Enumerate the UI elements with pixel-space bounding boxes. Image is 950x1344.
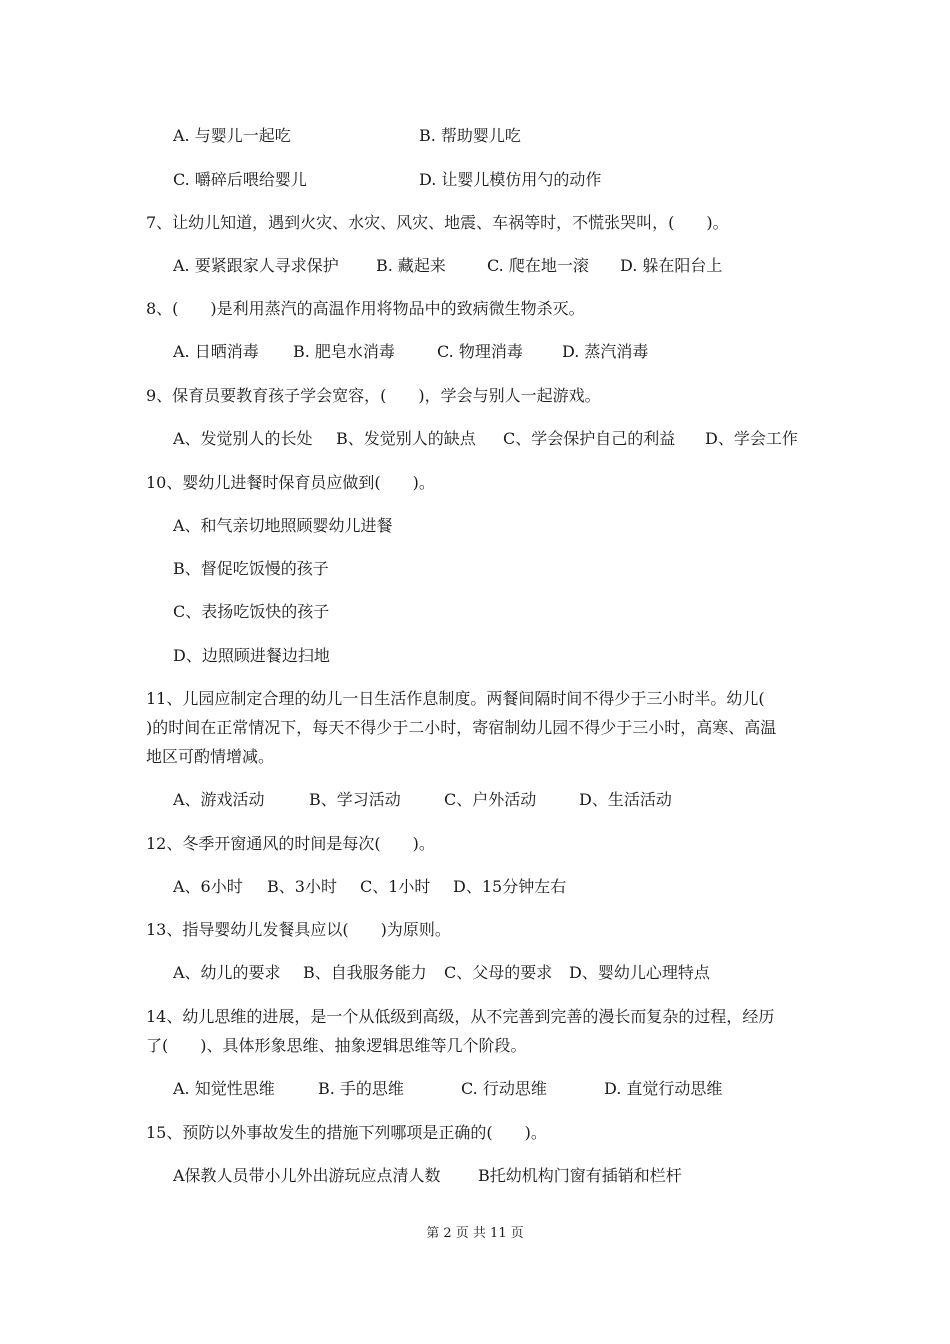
question-12-option-d: D、15分钟左右 [453,877,567,896]
question-13-option-b: B、自我服务能力 [303,963,427,982]
question-8-option-b: B. 肥皂水消毒 [293,342,395,361]
question-8-option-d: D. 蒸汽消毒 [562,342,649,361]
question-9-stem: 9、保育员要教育孩子学会宽容，( )，学会与别人一起游戏。 [146,386,601,405]
question-12-option-b: B、3小时 [267,877,337,896]
question-14-stem-line-1: 14、幼儿思维的进展，是一个从低级到高级，从不完善到完善的漫长而复杂的过程，经历 [146,1007,775,1026]
question-15-option-b: B托幼机构门窗有插销和栏杆 [478,1166,682,1185]
question-11-stem-line-2: )的时间在正常情况下，每天不得少于二小时，寄宿制幼儿园不得少于三小时，高寒、高温 [146,718,777,737]
option-d: D. 让婴儿模仿用勺的动作 [419,170,602,189]
question-7-option-a: A. 要紧跟家人寻求保护 [173,256,339,275]
question-13-stem: 13、指导婴幼儿发餐具应以( )为原则。 [146,920,451,939]
question-7-option-c: C. 爬在地一滚 [487,256,589,275]
question-10-option-a: A、和气亲切地照顾婴幼儿进餐 [173,516,393,535]
question-8-option-c: C. 物理消毒 [437,342,523,361]
option-c: C. 嚼碎后喂给婴儿 [173,170,307,189]
question-7-stem: 7、让幼儿知道，遇到火灾、水灾、风灾、地震、车祸等时，不慌张哭叫，( )。 [146,213,729,232]
question-15-option-a: A保教人员带小儿外出游玩应点清人数 [173,1166,441,1185]
question-10-stem: 10、婴幼儿进餐时保育员应做到( )。 [146,473,435,492]
question-14-option-b: B. 手的思维 [318,1079,404,1098]
question-11-option-a: A、游戏活动 [173,790,265,809]
question-13-option-a: A、幼儿的要求 [173,963,281,982]
question-9-option-c: C、学会保护自己的利益 [503,429,676,448]
question-7-option-d: D. 躲在阳台上 [620,256,723,275]
question-9-option-b: B、发觉别人的缺点 [336,429,476,448]
question-10-option-c: C、表扬吃饭快的孩子 [173,602,330,621]
question-11-stem-line-3: 地区可酌情增减。 [146,747,275,766]
question-14-option-c: C. 行动思维 [461,1079,547,1098]
question-11-option-d: D、生活活动 [579,790,672,809]
question-14-stem-line-2: 了( )、具体形象思维、抽象逻辑思维等几个阶段。 [146,1036,527,1055]
question-11-stem-line-1: 11、儿园应制定合理的幼儿一日生活作息制度。两餐间隔时间不得少于三小时半。幼儿( [146,689,765,708]
question-8-stem: 8、( )是利用蒸汽的高温作用将物品中的致病微生物杀灭。 [146,299,585,318]
question-11-option-c: C、户外活动 [444,790,537,809]
question-13-option-d: D、婴幼儿心理特点 [569,963,710,982]
question-10-option-b: B、督促吃饭慢的孩子 [173,559,329,578]
question-8-option-a: A. 日晒消毒 [173,342,259,361]
option-a: A. 与婴儿一起吃 [173,126,291,145]
question-12-option-a: A、6小时 [173,877,243,896]
question-7-option-b: B. 藏起来 [376,256,446,275]
question-11-option-b: B、学习活动 [309,790,401,809]
question-9-option-a: A、发觉别人的长处 [173,429,313,448]
question-13-option-c: C、父母的要求 [444,963,553,982]
question-12-option-c: C、1小时 [360,877,431,896]
question-14-option-a: A. 知觉性思维 [173,1079,275,1098]
page-footer: 第 2 页 共 11 页 [426,1226,524,1241]
question-15-stem: 15、预防以外事故发生的措施下列哪项是正确的( )。 [146,1123,547,1142]
question-14-option-d: D. 直觉行动思维 [604,1079,723,1098]
option-b: B. 帮助婴儿吃 [419,126,521,145]
question-9-option-d: D、学会工作 [705,429,798,448]
question-12-stem: 12、冬季开窗通风的时间是每次( )。 [146,834,435,853]
question-10-option-d: D、边照顾进餐边扫地 [173,646,330,665]
